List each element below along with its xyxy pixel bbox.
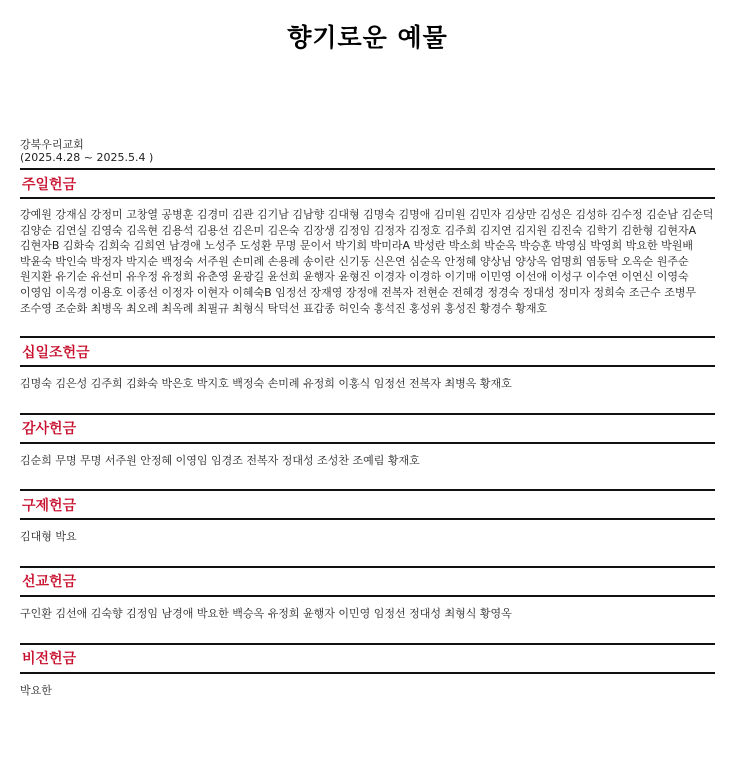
date-range: (2025.4.28 ~ 2025.5.4 ) bbox=[20, 151, 154, 164]
donor-names: 김순희 무명 무명 서주원 안정혜 이영임 임경조 전복자 정대성 조성찬 조예림 황재호 bbox=[20, 453, 420, 467]
section-heading: 구제헌금 bbox=[20, 489, 715, 520]
section-heading: 십일조헌금 bbox=[20, 336, 715, 367]
offering-list bbox=[20, 168, 715, 719]
church-name: 강북우리교회 bbox=[20, 138, 84, 151]
donor-names: 강예원 강재심 강정미 고창열 공병훈 김경미 김관 김기남 김남향 김대형 김명숙 김명애 김미원 김민자 김상만 김성은 김성하 김수정 김순남 김순덕 김양순 김연실 김영숙 김옥현 김용석 김용선 김은미 김은숙 김장생 김정임 김정자 김정호 김주희 김지연 김지원 김진숙 김학기 김한형 김현자A 김현자B 김화숙 김희숙 김희연 남경애 노성주 도성환 무명 문이서 박기희 박미라A 박성란 박소희 박순옥 박승훈 박영심 박영희 박요한 박원배 박윤숙 박인숙 박정자 박지순 백정숙 서주원 손미례 손용례 송이란 신기동 신은연 심순옥 안정혜 양상님 양상옥 엄명희 염동탁 오옥순 원주순 원지환 유기순 유선미 유우정 유정희 유춘영 윤광길 윤선희 윤행자 윤형진 이경자 이경하 이기매 이민영 이선애 이성구 이수연 이연신 이영숙 이영임 이옥경 이용호 이종선 이정자 이현자 이혜숙B 임정선 장재영 장정애 전복자 전현순 전혜경 정경숙 정대성 정미자 정희숙 조근수 조병무 조수영 조순화 최병옥 최오례 최옥례 최필규 최형식 탁덕선 표갑종 허인숙 홍석진 홍성위 홍성진 황경수 황재호 bbox=[20, 208, 714, 315]
section-relief-offering bbox=[20, 489, 715, 566]
section-thanksgiving-offering bbox=[20, 413, 715, 490]
donor-names: 김명숙 김은성 김주희 김화숙 박은호 박지호 백정숙 손미례 유정희 이홍식 임정선 전복자 최병옥 황재호 bbox=[20, 377, 512, 391]
donor-names: 김대형 박요 bbox=[20, 530, 77, 544]
section-heading: 비전헌금 bbox=[20, 643, 715, 674]
section-tithe-offering bbox=[20, 336, 715, 413]
section-heading: 선교헌금 bbox=[20, 566, 715, 597]
section-heading: 감사헌금 bbox=[20, 413, 715, 444]
section-mission-offering bbox=[20, 566, 715, 643]
section-sunday-offering bbox=[20, 168, 715, 336]
donor-names: 박요한 bbox=[20, 683, 52, 697]
section-heading: 주일헌금 bbox=[20, 168, 715, 199]
page-title: 향기로운 예물 bbox=[287, 23, 448, 52]
bulletin-meta bbox=[20, 138, 153, 164]
section-vision-offering bbox=[20, 643, 715, 720]
donor-names: 구인환 김선애 김숙향 김정임 남경애 박요한 백승옥 유정희 윤행자 이민영 임정선 정대성 최형식 황영옥 bbox=[20, 606, 512, 620]
